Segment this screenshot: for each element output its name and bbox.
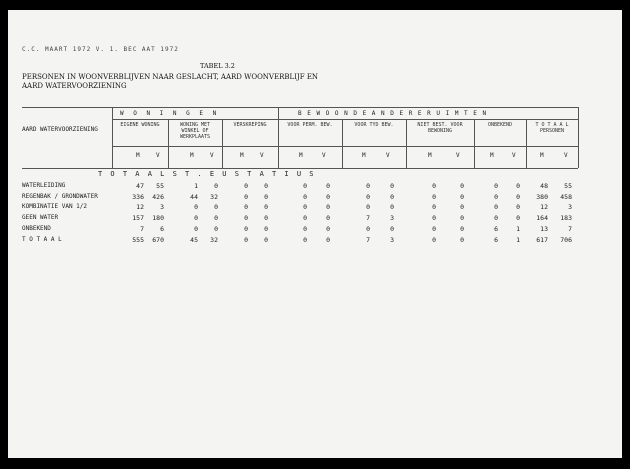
column-header: VOOR PERM. BEW. xyxy=(287,122,333,128)
table-header-bottom-rule xyxy=(22,168,578,169)
table-cell: 0 xyxy=(460,214,464,222)
table-cell: 380 xyxy=(536,193,548,201)
col-sep xyxy=(278,107,279,168)
table-cell: 0 xyxy=(194,203,198,211)
table-cell: 0 xyxy=(516,182,520,190)
table-cell: 0 xyxy=(264,182,268,190)
col-sep xyxy=(406,119,407,168)
table-cell: 0 xyxy=(303,193,307,201)
section-title: T O T A A L S T . E U S T A T I U S xyxy=(98,170,316,178)
table-cell: 0 xyxy=(326,193,330,201)
table-cell: 0 xyxy=(390,203,394,211)
header-codes: C.C. MAART 1972 V. 1. BEC AAT 1972 xyxy=(22,46,179,53)
row-label: ONBEKEND xyxy=(22,225,51,232)
table-cell: 0 xyxy=(460,203,464,211)
table-cell: 0 xyxy=(432,203,436,211)
table-cell: 55 xyxy=(156,182,164,190)
table-cell: 0 xyxy=(303,225,307,233)
table-cell: 0 xyxy=(366,225,370,233)
document-page xyxy=(8,10,622,458)
table-cell: 0 xyxy=(494,182,498,190)
table-cell: 0 xyxy=(516,203,520,211)
table-cell: 617 xyxy=(536,236,548,244)
table-cell: 0 xyxy=(432,214,436,222)
table-cell: 0 xyxy=(516,193,520,201)
table-cell: 1 xyxy=(194,182,198,190)
sex-label: M xyxy=(240,152,244,159)
table-cell: 7 xyxy=(140,225,144,233)
table-cell: 0 xyxy=(264,236,268,244)
subheader-rule xyxy=(112,146,578,147)
table-cell: 0 xyxy=(366,182,370,190)
group-rule xyxy=(112,119,578,120)
table-cell: 1 xyxy=(516,225,520,233)
table-cell: 0 xyxy=(326,203,330,211)
table-cell: 0 xyxy=(326,225,330,233)
sex-label: V xyxy=(156,152,160,159)
table-top-rule xyxy=(22,107,578,108)
table-cell: 32 xyxy=(210,193,218,201)
sex-label: M xyxy=(299,152,303,159)
row-label: WATERLEIDING xyxy=(22,182,66,189)
table-cell: 0 xyxy=(264,214,268,222)
table-cell: 0 xyxy=(303,203,307,211)
table-cell: 3 xyxy=(160,203,164,211)
table-cell: 48 xyxy=(540,182,548,190)
table-cell: 7 xyxy=(366,236,370,244)
table-cell: 0 xyxy=(432,193,436,201)
table-cell: 0 xyxy=(460,182,464,190)
column-header: VERSKREPING xyxy=(233,122,267,128)
col-sep xyxy=(474,119,475,168)
column-header: WONING MET WINKEL OF WERKPLAATS xyxy=(179,122,211,140)
column-header: T O T A A L PERSONEN xyxy=(535,122,569,134)
table-cell: 0 xyxy=(432,182,436,190)
table-cell: 32 xyxy=(210,236,218,244)
table-cell: 12 xyxy=(540,203,548,211)
table-cell: 180 xyxy=(152,214,164,222)
sex-label: M xyxy=(540,152,544,159)
table-cell: 706 xyxy=(560,236,572,244)
sex-label: M xyxy=(362,152,366,159)
col-sep xyxy=(342,119,343,168)
first-col-header: AARD WATERVOORZIENING xyxy=(22,126,98,133)
table-cell: 0 xyxy=(244,214,248,222)
table-cell: 426 xyxy=(152,193,164,201)
row-label: T O T A A L xyxy=(22,236,62,243)
sex-label: V xyxy=(386,152,390,159)
table-cell: 0 xyxy=(264,203,268,211)
table-title-line2: AARD WATERVOORZIENING xyxy=(22,82,127,90)
column-header: EIGENE WONING xyxy=(120,122,160,128)
col-sep xyxy=(526,119,527,168)
table-cell: 0 xyxy=(264,225,268,233)
sex-label: V xyxy=(210,152,214,159)
table-cell: 0 xyxy=(494,214,498,222)
table-cell: 336 xyxy=(132,193,144,201)
col-sep xyxy=(112,107,113,168)
sex-label: V xyxy=(512,152,516,159)
table-cell: 0 xyxy=(366,193,370,201)
table-cell: 3 xyxy=(390,236,394,244)
table-cell: 0 xyxy=(214,214,218,222)
table-cell: 0 xyxy=(194,214,198,222)
table-cell: 0 xyxy=(264,193,268,201)
table-cell: 0 xyxy=(303,214,307,222)
table-cell: 1 xyxy=(516,236,520,244)
table-cell: 6 xyxy=(160,225,164,233)
table-cell: 0 xyxy=(390,193,394,201)
sex-label: M xyxy=(490,152,494,159)
table-cell: 12 xyxy=(136,203,144,211)
table-cell: 0 xyxy=(390,182,394,190)
table-title-line1: PERSONEN IN WOONVERBLIJVEN NAAR GESLACHT, AARD WOONVERBLIJF EN xyxy=(22,73,319,81)
row-label: GEEN WATER xyxy=(22,214,59,221)
table-cell: 183 xyxy=(560,214,572,222)
table-cell: 0 xyxy=(214,203,218,211)
table-cell: 0 xyxy=(303,236,307,244)
table-cell: 458 xyxy=(560,193,572,201)
column-header: ONBEKEND xyxy=(487,122,513,128)
table-cell: 0 xyxy=(460,236,464,244)
table-cell: 0 xyxy=(244,182,248,190)
row-label: KOMBINATIE VAN 1/2 xyxy=(22,203,88,210)
table-cell: 0 xyxy=(244,236,248,244)
table-cell: 0 xyxy=(303,182,307,190)
table-cell: 55 xyxy=(564,182,572,190)
column-header: VOOR TYD BEW. xyxy=(354,122,394,128)
table-cell: 3 xyxy=(568,203,572,211)
table-cell: 0 xyxy=(460,193,464,201)
column-header: NIET BEST. VOOR BEWONING xyxy=(417,122,463,134)
col-sep xyxy=(168,119,169,168)
table-cell: 0 xyxy=(432,236,436,244)
table-cell: 555 xyxy=(132,236,144,244)
table-cell: 3 xyxy=(390,214,394,222)
table-cell: 13 xyxy=(540,225,548,233)
row-label: REGENBAK / GRONDWATER xyxy=(22,193,98,200)
table-number: TABEL 3.2 xyxy=(200,62,235,70)
group-header-bewoonde: B E W O O N D E A N D E R E R U I M T E N xyxy=(298,110,488,117)
table-cell: 0 xyxy=(366,203,370,211)
table-cell: 670 xyxy=(152,236,164,244)
table-cell: 0 xyxy=(244,203,248,211)
table-cell: 157 xyxy=(132,214,144,222)
sex-label: V xyxy=(260,152,264,159)
table-cell: 44 xyxy=(190,193,198,201)
table-cell: 0 xyxy=(244,193,248,201)
table-cell: 7 xyxy=(568,225,572,233)
table-cell: 0 xyxy=(194,225,198,233)
group-header-woningen: W O N I N G E N xyxy=(120,110,220,117)
sex-label: V xyxy=(322,152,326,159)
table-cell: 7 xyxy=(366,214,370,222)
sex-label: V xyxy=(456,152,460,159)
table-cell: 0 xyxy=(244,225,248,233)
sex-label: V xyxy=(564,152,568,159)
table-cell: 0 xyxy=(494,203,498,211)
sex-label: M xyxy=(428,152,432,159)
table-cell: 0 xyxy=(432,225,436,233)
table-cell: 0 xyxy=(214,182,218,190)
table-cell: 164 xyxy=(536,214,548,222)
table-cell: 47 xyxy=(136,182,144,190)
col-sep xyxy=(222,119,223,168)
table-cell: 0 xyxy=(214,225,218,233)
table-cell: 0 xyxy=(460,225,464,233)
sex-label: M xyxy=(136,152,140,159)
table-cell: 6 xyxy=(494,236,498,244)
table-cell: 0 xyxy=(494,193,498,201)
table-cell: 0 xyxy=(326,214,330,222)
table-cell: 6 xyxy=(494,225,498,233)
table-cell: 45 xyxy=(190,236,198,244)
table-cell: 0 xyxy=(390,225,394,233)
table-cell: 0 xyxy=(326,182,330,190)
col-sep xyxy=(578,107,579,168)
table-cell: 0 xyxy=(516,214,520,222)
table-cell: 0 xyxy=(326,236,330,244)
sex-label: M xyxy=(190,152,194,159)
